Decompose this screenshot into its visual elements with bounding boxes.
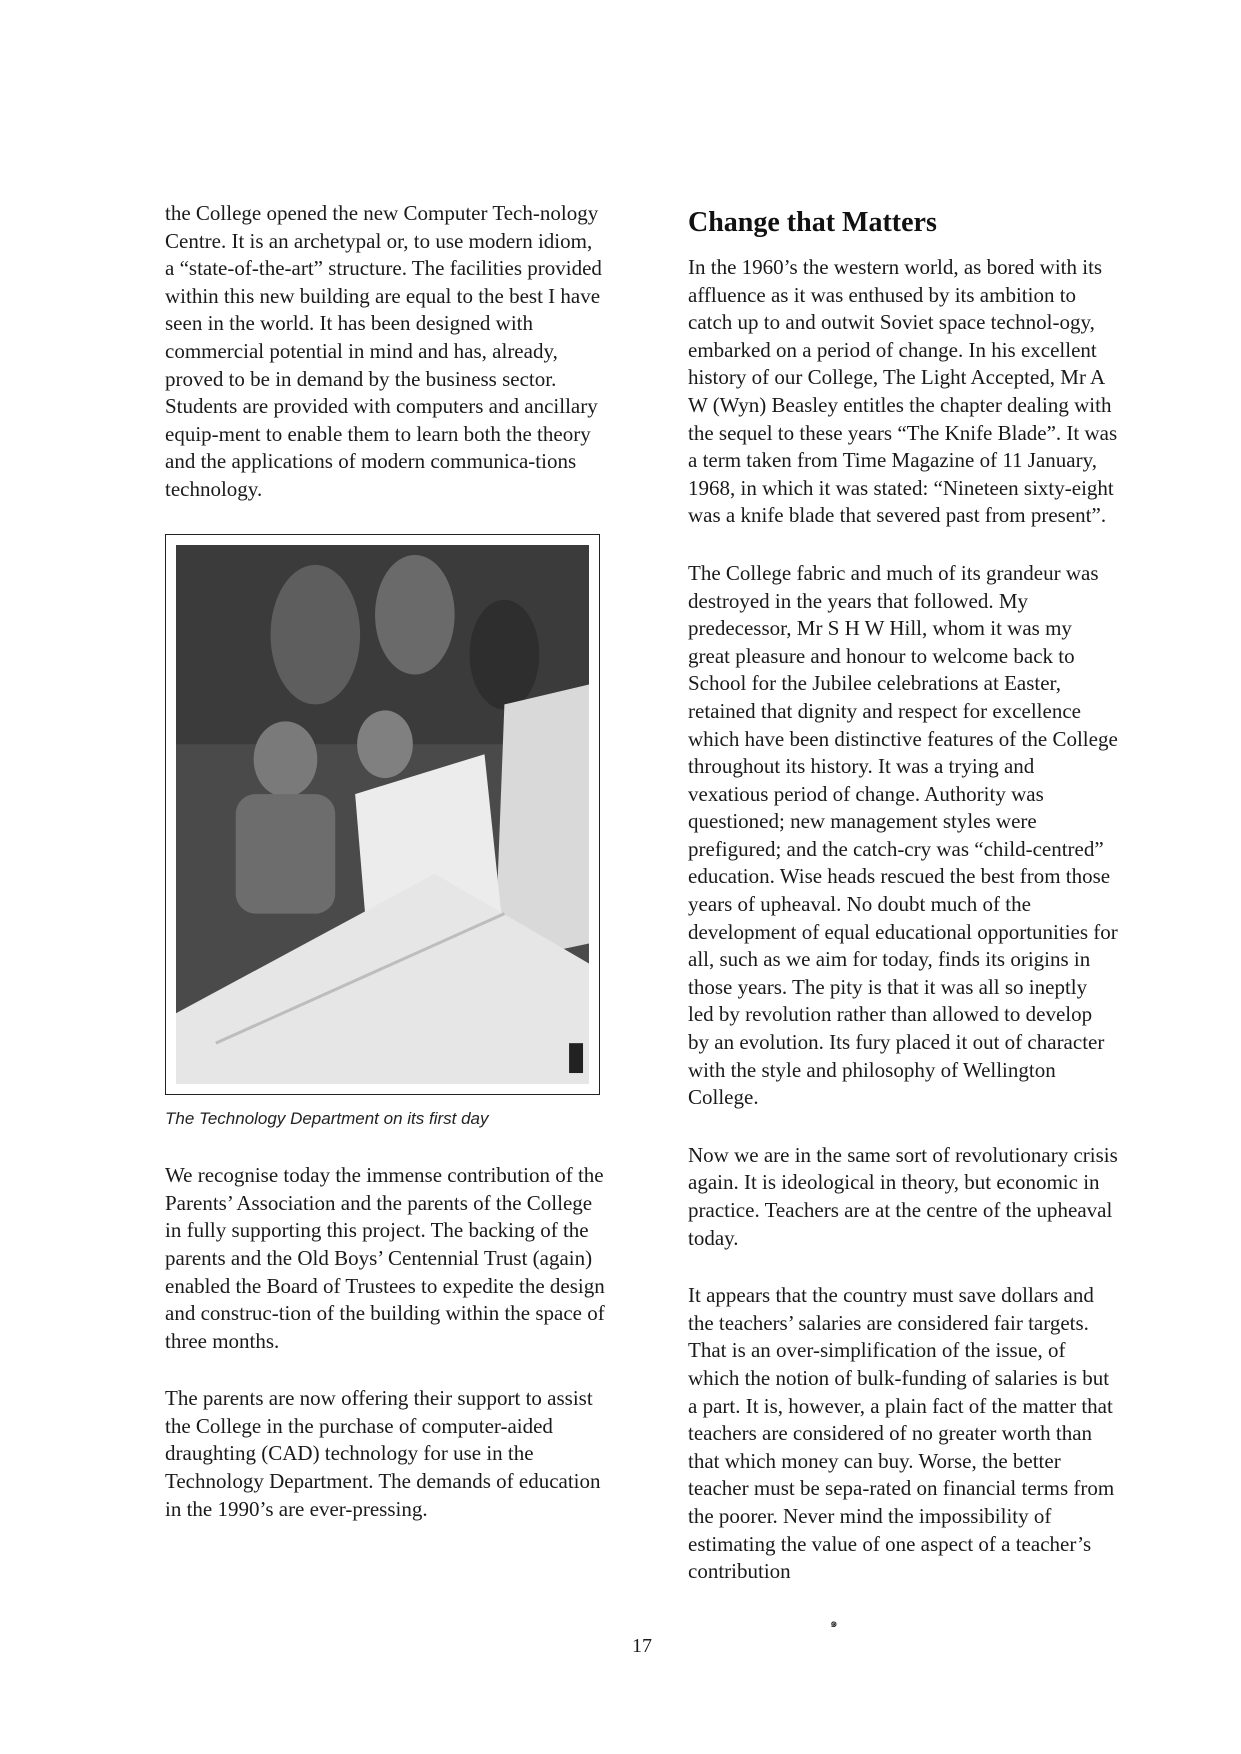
photo-illustration xyxy=(176,545,589,1084)
right-paragraph-1: In the 1960’s the western world, as bored with its affluence as it was enthused by its ambition to catch up to and outwit Soviet space technol-ogy, embarked on a period of change. In his excellent history of our College, The Light Accepted, Mr A W (Wyn) Beasley entitles the chapter dealing with the sequel to these years “The Knife Blade”. It was a term taken from Time Magazine of 11 January, 1968, in which it was stated: “Nineteen sixty-eight was a knife blade that severed past from present”. xyxy=(688,255,1118,528)
right-column xyxy=(688,206,1118,1616)
left-paragraph-2: We recognise today the immense contribution of the Parents’ Association and the parents of the College in fully supporting this project. The backing of the parents and the Old Boys’ Centennial Trust (again) enabled the Board of Trustees to expedite the design and construc-tion of the building within the space of three months. xyxy=(165,1163,605,1353)
section-heading: Change that Matters xyxy=(688,207,937,238)
right-paragraph-3: Now we are in the same sort of revolutionary crisis again. It is ideological in theory, but economic in practice. Teachers are at the centre of the upheaval today. xyxy=(688,1142,1118,1250)
right-paragraph-4: It appears that the country must save dollars and the teachers’ salaries are considered fair targets. That is an over-simplification of the issue, of which the notion of bulk-funding of salaries is but a part. It is, however, a plain fact of the matter that teachers are considered of no greater worth than that which money can buy. Worse, the better teacher must be sepa-rated on financial terms from the poorer. Never mind the impossibility of estimating the value of one aspect of a teacher’s contribution xyxy=(688,1283,1115,1584)
photo-caption: The Technology Department on its first day xyxy=(165,1108,489,1128)
right-paragraph-2: The College fabric and much of its grandeur was destroyed in the years that followed. My predecessor, Mr S H W Hill, whom it was my great pleasure and honour to welcome back to School for the Jubilee celebrations at Easter, retained that dignity and respect for excellence which have been distinctive features of the College throughout its history. It was a trying and vexatious period of change. Authority was questioned; new management styles were prefigured; and the catch-cry was “child-centred” education. Wise heads rescued the best from those years of upheaval. No doubt much of the development of equal educational opportunities for all, such as we aim for today, finds its origins in those years. The pity is that it was all so ineptly led by revolution rather than allowed to develop by an evolution. Its fury placed it out of character with the style and philosophy of Wellington College. xyxy=(688,560,1118,1110)
photo-image xyxy=(176,545,589,1084)
technology-department-photo xyxy=(165,534,600,1095)
decorative-mark: ๑ xyxy=(830,1616,838,1630)
left-column xyxy=(165,200,605,1553)
left-paragraph-3: The parents are now offering their support to assist the College in the purchase of computer-aided draughting (CAD) technology for use in the Technology Department. The demands of education in the 1990’s are ever-pressing. xyxy=(165,1386,601,1521)
page-number: 17 xyxy=(632,1635,652,1657)
left-paragraph-1: the College opened the new Computer Tech-nology Centre. It is an archetypal or, to use modern idiom, a “state-of-the-art” structure. The facilities provided within this new building are equal to the best I have seen in the world. It has been designed with commercial potential in mind and has, already, proved to be in demand by the business sector. Students are provided with computers and ancillary equip-ment to enable them to learn both the theory and the applications of modern communica-tions technology. xyxy=(165,201,602,501)
